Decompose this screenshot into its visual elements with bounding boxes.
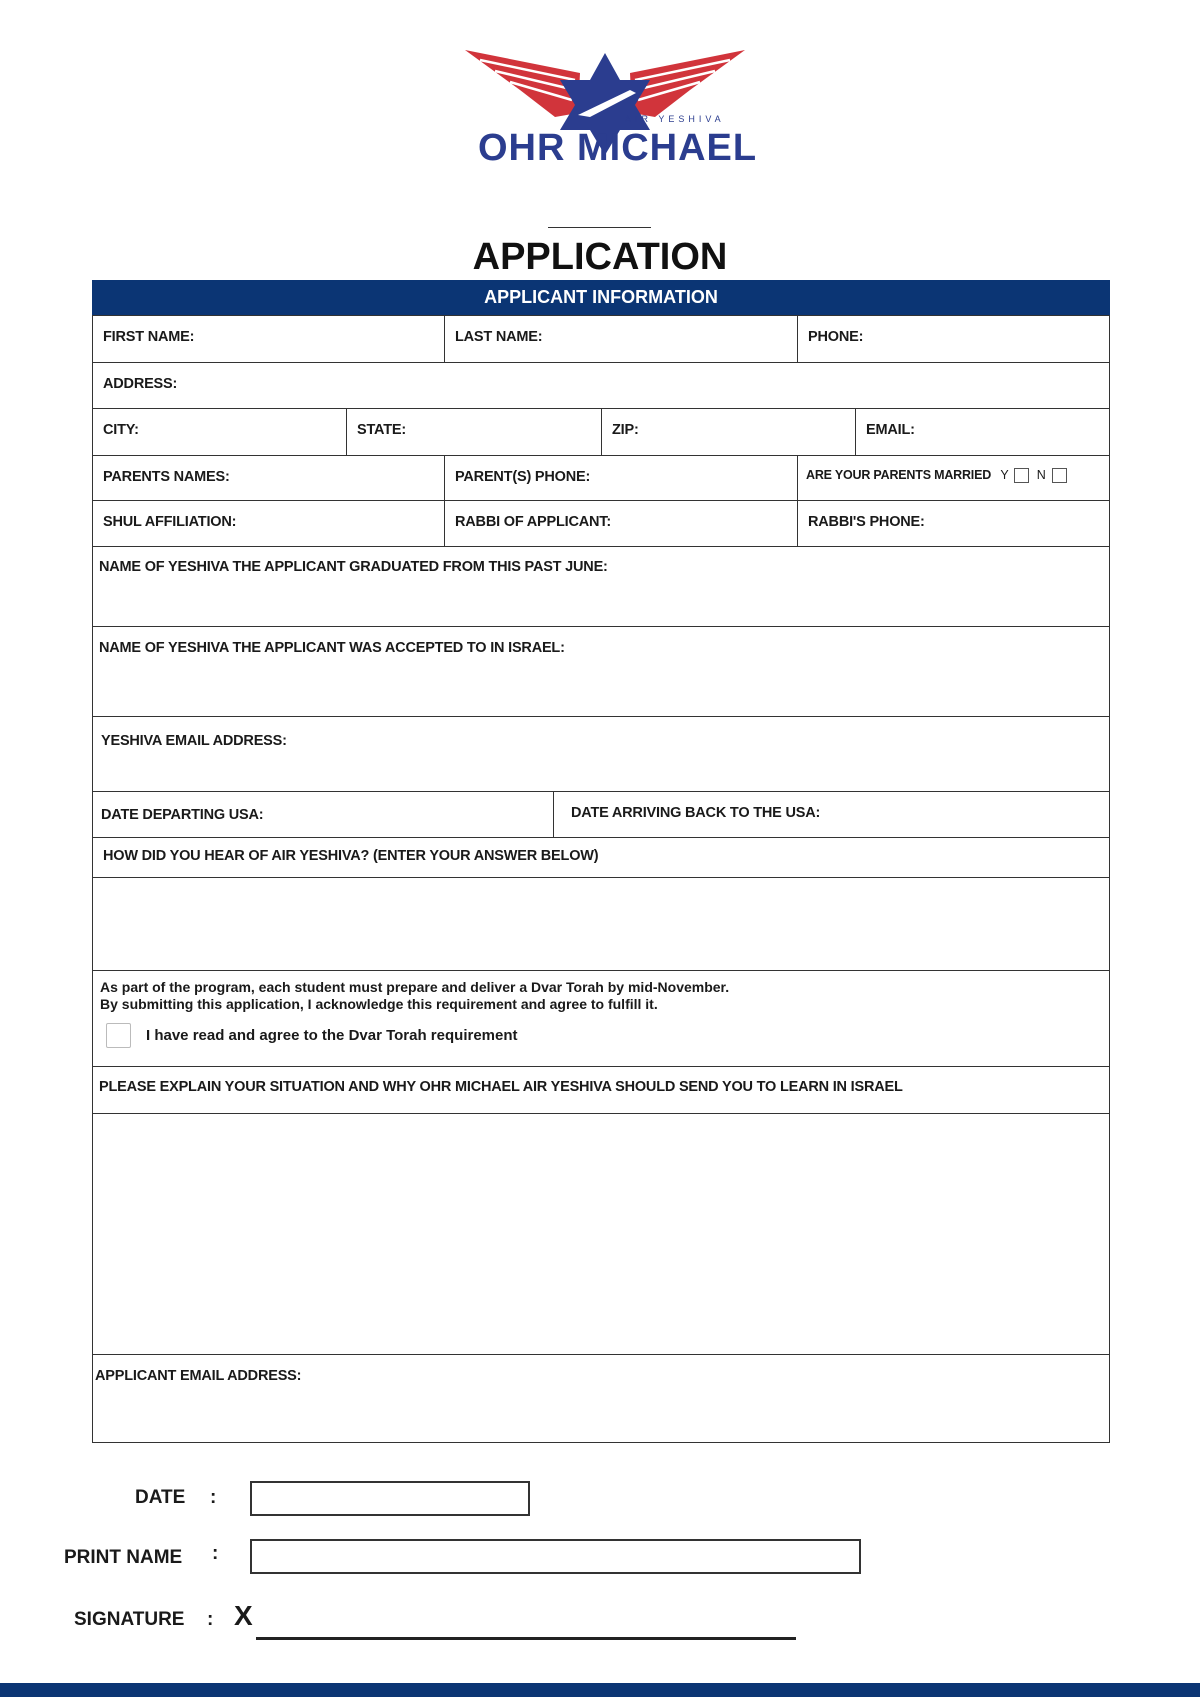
signature-x-mark: X xyxy=(234,1600,253,1631)
yeshiva-graduated-field[interactable]: NAME OF YESHIVA THE APPLICANT GRADUATED FROM THIS PAST JUNE: xyxy=(92,546,1110,627)
signature-colon: : xyxy=(207,1609,214,1630)
last-name-field[interactable]: LAST NAME: xyxy=(444,315,798,363)
no-label: N xyxy=(1036,468,1046,482)
phone-field[interactable]: PHONE: xyxy=(797,315,1110,363)
print-name-colon: : xyxy=(212,1543,219,1564)
no-checkbox[interactable] xyxy=(1052,468,1067,483)
state-field[interactable]: STATE: xyxy=(346,408,602,456)
page-title: APPLICATION xyxy=(472,236,728,278)
section-header: APPLICANT INFORMATION xyxy=(92,280,1110,315)
title-rule xyxy=(548,227,651,228)
signature-line[interactable] xyxy=(256,1637,796,1640)
how-heard-label: HOW DID YOU HEAR OF AIR YESHIVA? (ENTER YOUR ANSWER BELOW) xyxy=(92,837,1110,878)
parents-married-label: ARE YOUR PARENTS MARRIED xyxy=(806,468,992,482)
rabbi-field[interactable]: RABBI OF APPLICANT: xyxy=(444,500,798,547)
footer-bar xyxy=(0,1683,1200,1697)
date-input[interactable] xyxy=(250,1481,530,1516)
parents-phone-field[interactable]: PARENT(S) PHONE: xyxy=(444,455,798,501)
dvar-torah-section xyxy=(92,970,1110,1067)
print-name-input[interactable] xyxy=(250,1539,861,1574)
date-colon: : xyxy=(210,1487,217,1508)
email-field[interactable]: EMAIL: xyxy=(855,408,1110,456)
date-departing-field[interactable]: DATE DEPARTING USA: xyxy=(92,791,554,838)
date-arriving-field[interactable]: DATE ARRIVING BACK TO THE USA: xyxy=(553,791,1110,838)
explain-answer[interactable] xyxy=(92,1113,1110,1355)
yes-checkbox[interactable] xyxy=(1014,468,1029,483)
dvar-agree-checkbox[interactable] xyxy=(106,1023,131,1048)
zip-field[interactable]: ZIP: xyxy=(601,408,856,456)
dvar-line-1: As part of the program, each student must prepare and deliver a Dvar Torah by mid-November. xyxy=(100,979,730,995)
dvar-agree-row xyxy=(100,1023,1102,1048)
yes-label: Y xyxy=(1000,468,1009,482)
rabbi-phone-field[interactable]: RABBI'S PHONE: xyxy=(797,500,1110,547)
logo-name: OHR MICHAEL xyxy=(478,127,758,169)
logo-tagline: AIR YESHIVA xyxy=(625,114,725,124)
signature-label: SIGNATURE xyxy=(74,1609,185,1630)
yeshiva-email-field[interactable]: YESHIVA EMAIL ADDRESS: xyxy=(92,716,1110,792)
parents-names-field[interactable]: PARENTS NAMES: xyxy=(92,455,445,501)
explain-label: PLEASE EXPLAIN YOUR SITUATION AND WHY OHR MICHAEL AIR YESHIVA SHOULD SEND YOU TO LEARN IN ISRAEL xyxy=(92,1066,1110,1114)
first-name-field[interactable]: FIRST NAME: xyxy=(92,315,445,363)
city-field[interactable]: CITY: xyxy=(92,408,347,456)
print-name-label: PRINT NAME xyxy=(64,1547,183,1568)
dvar-line-2: By submitting this application, I acknowledge this requirement and agree to fulfill it. xyxy=(100,996,658,1012)
parents-married-field xyxy=(797,455,1110,501)
address-field[interactable]: ADDRESS: xyxy=(92,362,1110,409)
dvar-agree-label: I have read and agree to the Dvar Torah requirement xyxy=(146,1026,518,1044)
shul-field[interactable]: SHUL AFFILIATION: xyxy=(92,500,445,547)
applicant-email-field[interactable]: APPLICANT EMAIL ADDRESS: xyxy=(92,1354,1110,1443)
logo-text xyxy=(478,127,757,169)
date-label: DATE xyxy=(135,1487,186,1508)
yeshiva-accepted-field[interactable]: NAME OF YESHIVA THE APPLICANT WAS ACCEPTED TO IN ISRAEL: xyxy=(92,626,1110,717)
how-heard-answer[interactable] xyxy=(92,877,1110,971)
